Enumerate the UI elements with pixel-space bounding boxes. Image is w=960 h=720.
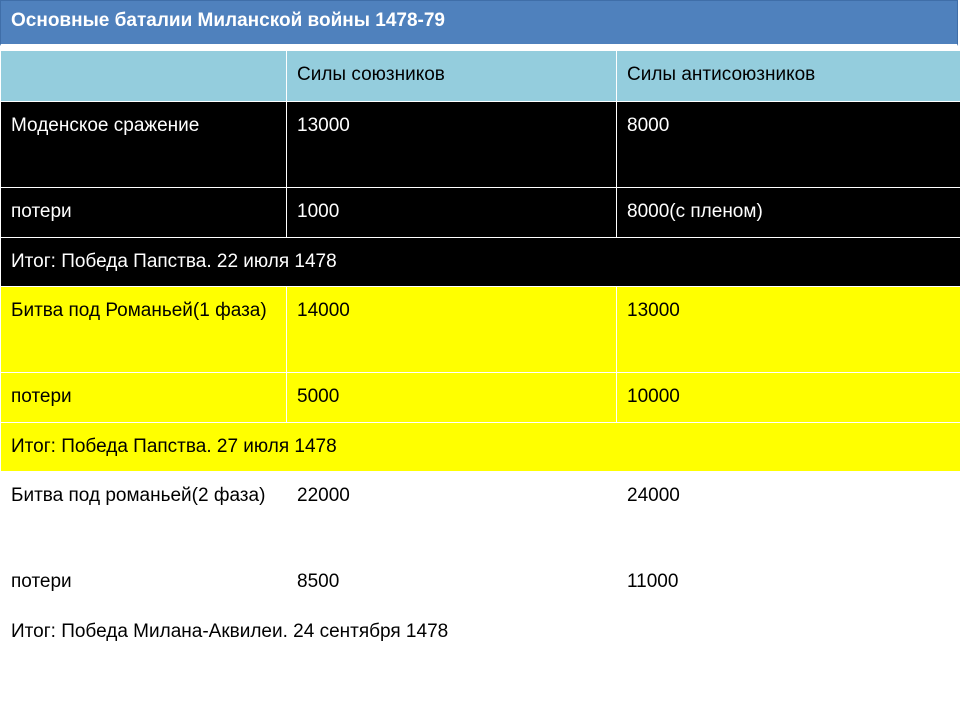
header-allies-cell: Силы союзников [287, 51, 617, 102]
battle-1-forces-row [1, 102, 960, 188]
allies-losses-cell: 8500 [287, 558, 617, 608]
result-cell: Итог: Победа Папства. 27 июля 1478 [1, 423, 960, 472]
battle-2-result-row [1, 423, 960, 472]
allies-losses-cell: 5000 [287, 373, 617, 423]
anti-allies-forces-cell: 24000 [617, 472, 960, 558]
losses-label-cell: потери [1, 188, 287, 238]
anti-allies-losses-cell: 8000(с пленом) [617, 188, 960, 238]
battle-1-result-row [1, 238, 960, 287]
battle-2-forces-row [1, 287, 960, 373]
battle-3-result-row [1, 608, 960, 657]
slide-title: Основные баталии Миланской войны 1478-79 [0, 0, 958, 46]
battle-name-cell: Битва под романьей(2 фаза) [1, 472, 287, 558]
allies-losses-cell: 1000 [287, 188, 617, 238]
battles-table [0, 50, 960, 657]
anti-allies-losses-cell: 11000 [617, 558, 960, 608]
battle-1-losses-row [1, 188, 960, 238]
header-blank-cell [1, 51, 287, 102]
battle-3-losses-row [1, 558, 960, 608]
result-cell: Итог: Победа Милана-Аквилеи. 24 сентября 1478 [1, 608, 960, 657]
allies-forces-cell: 13000 [287, 102, 617, 188]
result-cell: Итог: Победа Папства. 22 июля 1478 [1, 238, 960, 287]
battle-2-losses-row [1, 373, 960, 423]
anti-allies-forces-cell: 8000 [617, 102, 960, 188]
battle-name-cell: Битва под Романьей(1 фаза) [1, 287, 287, 373]
losses-label-cell: потери [1, 373, 287, 423]
table-header-row [1, 51, 960, 102]
battle-name-cell: Моденское сражение [1, 102, 287, 188]
anti-allies-losses-cell: 10000 [617, 373, 960, 423]
anti-allies-forces-cell: 13000 [617, 287, 960, 373]
losses-label-cell: потери [1, 558, 287, 608]
allies-forces-cell: 14000 [287, 287, 617, 373]
header-anti-allies-cell: Силы антисоюзников [617, 51, 960, 102]
battle-3-forces-row [1, 472, 960, 558]
allies-forces-cell: 22000 [287, 472, 617, 558]
